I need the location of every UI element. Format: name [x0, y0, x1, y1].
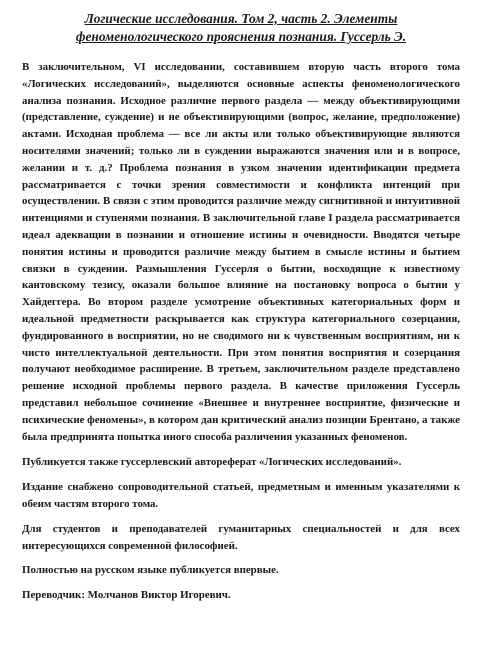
paragraph-edition: Издание снабжено сопроводительной статьей, предметным и именным указателями к обеим частям второго тома. [22, 481, 460, 510]
title-line-2: феноменологического прояснения познания. Гуссерль Э. [75, 29, 407, 44]
document-title [22, 10, 460, 46]
paragraph-audience: Для студентов и преподавателей гуманитарных специальностей и для всех интересующихся современной философией. [22, 522, 460, 552]
paragraph-translator: Переводчик: Молчанов Виктор Игоревич. [22, 589, 231, 602]
document-page [22, 10, 460, 612]
paragraph-first-publication: Полностью на русском языке публикуется впервые. [22, 564, 279, 577]
title-line-1: Логические исследования. Том 2, часть 2. Элементы [84, 11, 398, 26]
paragraph-autoreferat: Публикуется также гуссерлевский автореферат «Логических исследований». [22, 456, 402, 469]
paragraph-description: В заключительном, VI исследовании, составившем вторую часть второго тома «Логических исследований», выделяются основные аспекты феноменологического анализа познания. Исходное различие первого раздела — между объективирующими (представление, суждение) и не объективирующими (вопрос, желание, предположение) актами. Исходная проблема — все ли акты или только объективирующие являются носителями значений; только ли в суждении выражаются значения или и в вопросе, желании и т. д.? Проблема познания в узком значении идентификации предмета рассматривается с точки зрения совместимости и конфликта интенций при осуществлении. В связи с этим проводится различие между сигнитивной и интуитивной интенциями и ступенями познания. В заключительной главе I раздела рассматривается идеал адекващии в познании и отношение истины и очевидности. Вводятся четыре понятия истины и проводится различие между бытием в смысле истины и бытием связки в суждении. Размышления Гуссерля о бытии, восходящие к известному кантовскому тезису, оказали большое влияние на постановку вопроса о бытии у Хайдеггера. Во втором разделе усмотрение объективных категориальных форм и идеальной предметности раскрывается как структура категориального созерцания, фундированного в восприятии, но не сводимого ни к чувственным восприятиям, ни к чисто интеллектуальной деятельности. При этом понятия восприятия и созерцания получают необходимое расширение. В третьем, заключительном разделе представлено решение исходной проблемы первого раздела. В качестве приложения Гуссерль представил небольшое сочинение «Внешнее и внутреннее восприятие, физические и психические феномены», в котором дан критический анализ позиции Брентано, а также была предпринята попытка иного способа различения указанных феноменов. [22, 61, 460, 443]
